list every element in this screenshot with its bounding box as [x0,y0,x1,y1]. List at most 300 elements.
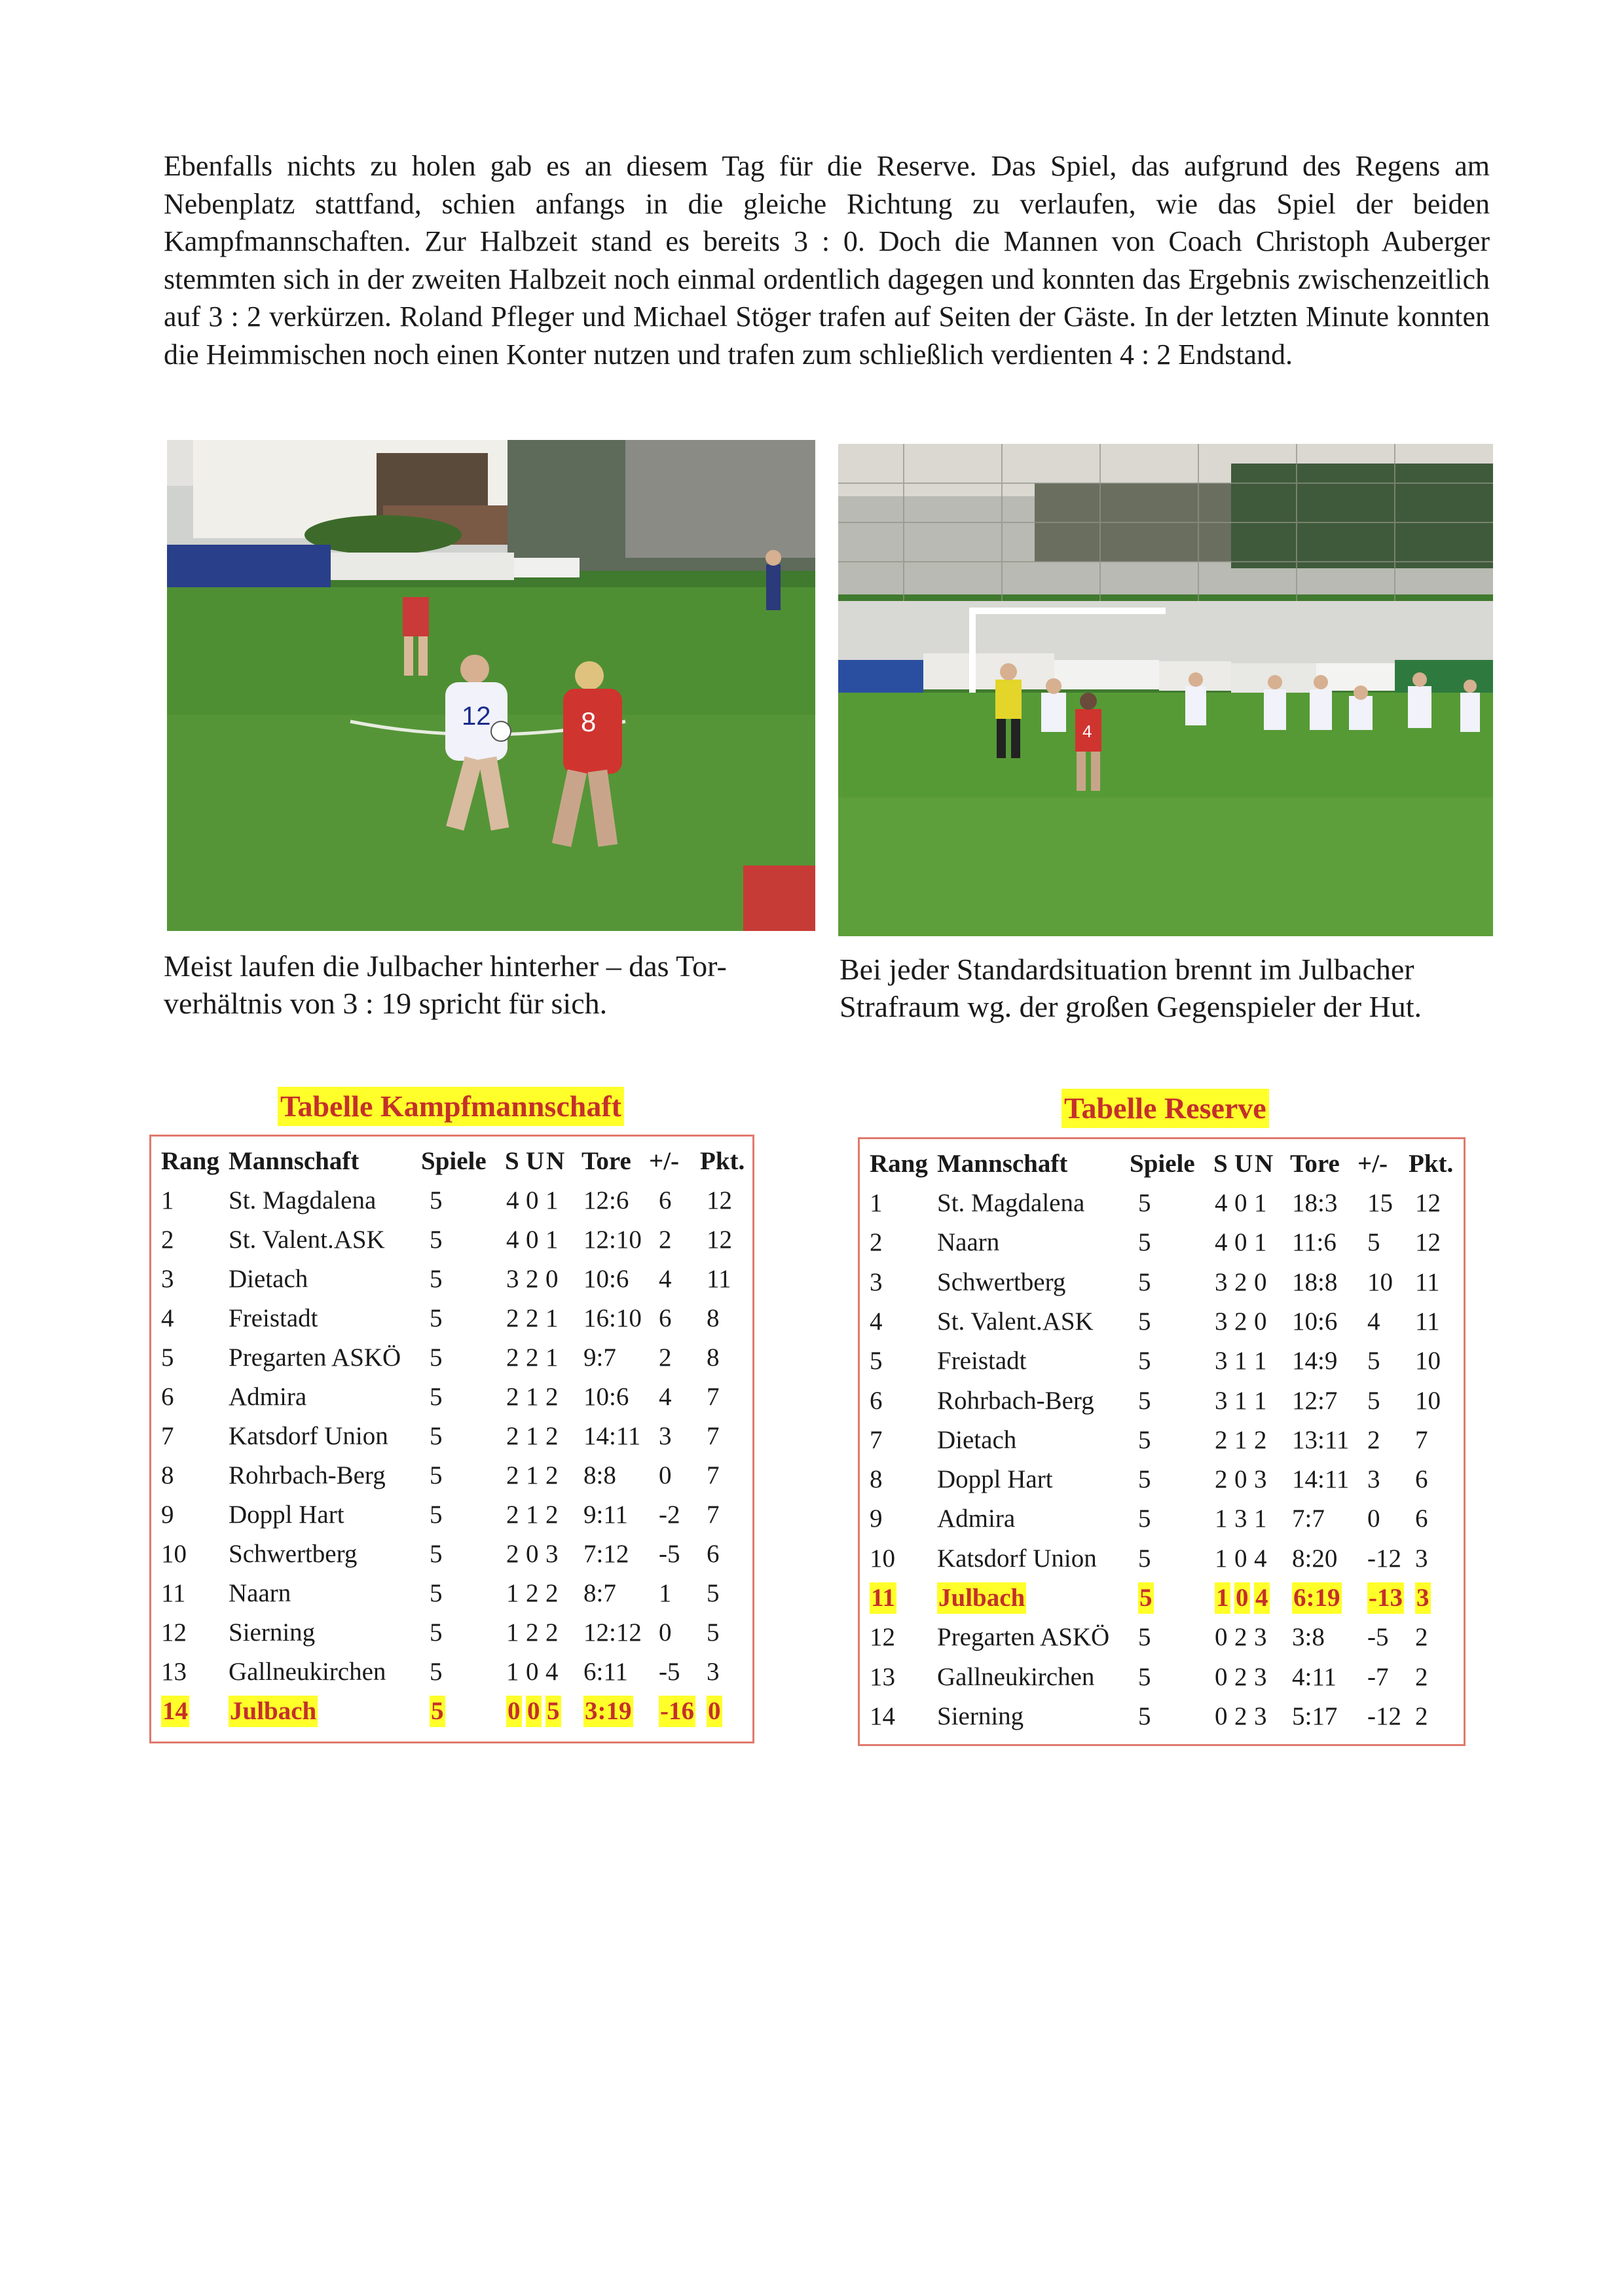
cell-n: 2 [545,1461,559,1489]
table-row [151,1456,752,1495]
cell-pkt: 11 [707,1265,731,1293]
cell-rang: 8 [161,1461,174,1489]
cell-n: 4 [1254,1582,1270,1614]
cell-s: 2 [506,1383,519,1411]
cell-tore: 18:8 [1292,1267,1338,1296]
cell-s: 4 [1215,1189,1228,1217]
cell-name: Gallneukirchen [937,1662,1095,1691]
cell-diff: 2 [659,1343,672,1372]
cell-n: 3 [1254,1662,1267,1691]
cell-u: 0 [526,1658,539,1686]
header-diff: +/- [649,1147,680,1175]
cell-rang: 10 [161,1540,187,1568]
cell-n: 2 [545,1579,559,1607]
cell-tore: 10:6 [583,1383,629,1411]
table-row [151,1377,752,1417]
cell-pkt: 12 [1415,1228,1441,1257]
cell-name: St. Valent.ASK [229,1226,385,1254]
cell-u: 1 [1234,1386,1247,1415]
table-row [860,1263,1464,1302]
cell-spiele: 5 [1138,1386,1151,1415]
cell-spiele: 5 [430,1461,443,1489]
cell-pkt: 6 [1415,1504,1428,1533]
cell-name: St. Valent.ASK [937,1307,1094,1336]
cell-u: 0 [526,1696,542,1727]
cell-name: Pregarten ASKÖ [937,1623,1110,1652]
cell-tore: 10:6 [583,1265,629,1293]
table-row [860,1341,1464,1381]
header-n: N [546,1147,565,1175]
cell-tore: 14:11 [583,1422,641,1450]
cell-n: 1 [1254,1189,1267,1217]
cell-rang: 9 [870,1504,883,1533]
cell-rang: 13 [870,1662,895,1691]
cell-spiele: 5 [430,1265,443,1293]
cell-spiele: 5 [430,1422,443,1450]
cell-u: 0 [1234,1544,1247,1573]
cell-u: 2 [526,1265,539,1293]
cell-tore: 3:8 [1292,1623,1325,1652]
cell-rang: 14 [161,1696,189,1727]
cell-s: 3 [1215,1267,1228,1296]
cell-tore: 12:6 [583,1186,629,1214]
cell-tore: 13:11 [1292,1425,1350,1454]
cell-rang: 5 [870,1347,883,1376]
cell-rang: 12 [870,1623,895,1652]
cell-spiele: 5 [430,1343,443,1372]
cell-pkt: 2 [1415,1702,1428,1730]
cell-u: 1 [526,1501,539,1529]
cell-tore: 6:11 [583,1658,628,1686]
table-row [151,1574,752,1613]
cell-name: Schwertberg [229,1540,358,1568]
cell-pkt: 3 [1415,1544,1428,1573]
cell-spiele: 5 [1138,1504,1151,1533]
cell-pkt: 10 [1415,1386,1441,1415]
cell-s: 0 [1215,1662,1228,1691]
table-row-highlighted [860,1578,1464,1618]
cell-s: 0 [1215,1702,1228,1730]
header-diff: +/- [1357,1150,1388,1178]
cell-rang: 4 [870,1307,883,1336]
cell-tore: 7:7 [1292,1504,1325,1533]
cell-u: 0 [526,1226,539,1254]
cell-n: 3 [1254,1623,1267,1652]
cell-u: 2 [526,1618,539,1647]
cell-diff: -16 [659,1696,695,1727]
table-row [151,1220,752,1260]
standings-table-kampfmannschaft [149,1135,754,1743]
cell-rang: 6 [161,1383,174,1411]
header-name: Mannschaft [229,1147,360,1175]
cell-pkt: 6 [1415,1465,1428,1494]
cell-s: 1 [1215,1504,1228,1533]
table-title-reserve: Tabelle Reserve [1061,1089,1269,1128]
cell-u: 0 [1234,1228,1247,1257]
cell-pkt: 7 [707,1383,720,1411]
cell-rang: 11 [161,1579,186,1607]
cell-tore: 10:6 [1292,1307,1338,1336]
cell-n: 0 [1254,1307,1267,1336]
cell-u: 2 [526,1343,539,1372]
header-u: U [1234,1150,1253,1178]
cell-tore: 8:8 [583,1461,616,1489]
cell-tore: 11:6 [1292,1228,1337,1257]
table-row [860,1223,1464,1262]
cell-n: 1 [545,1226,559,1254]
table-row [151,1613,752,1652]
cell-n: 5 [545,1696,561,1727]
cell-diff: -5 [659,1658,680,1686]
cell-pkt: 2 [1415,1623,1428,1652]
cell-name: Admira [229,1383,307,1411]
cell-u: 2 [1234,1623,1247,1652]
header-rang: Rang [870,1150,928,1178]
cell-spiele: 5 [1138,1267,1151,1296]
cell-diff: -5 [1367,1623,1389,1652]
cell-tore: 14:9 [1292,1347,1338,1376]
cell-n: 1 [1254,1347,1267,1376]
cell-diff: 0 [659,1618,672,1647]
cell-u: 0 [526,1186,539,1214]
cell-tore: 8:7 [583,1579,616,1607]
cell-diff: -13 [1367,1582,1404,1614]
table-row [860,1302,1464,1341]
cell-spiele: 5 [430,1226,443,1254]
cell-u: 1 [526,1461,539,1489]
cell-tore: 16:10 [583,1304,642,1332]
cell-tore: 9:7 [583,1343,616,1372]
cell-diff: 2 [1367,1425,1380,1454]
cell-u: 3 [1234,1504,1247,1533]
cell-n: 0 [1254,1267,1267,1296]
cell-rang: 7 [161,1422,174,1450]
standings-table-reserve [858,1137,1466,1746]
cell-name: St. Magdalena [229,1186,377,1214]
cell-name: Dietach [937,1425,1017,1454]
cell-tore: 8:20 [1292,1544,1338,1573]
cell-spiele: 5 [1138,1544,1151,1573]
header-u: U [526,1147,545,1175]
cell-diff: 4 [659,1383,672,1411]
cell-n: 2 [545,1422,559,1450]
cell-rang: 14 [870,1702,895,1730]
table-row [860,1618,1464,1657]
photo-caption-right: Bei jeder Standardsituation brennt im Julbacher Strafraum wg. der großen Gegenspieler der Hut. [840,953,1422,1023]
cell-diff: 4 [659,1265,672,1293]
cell-rang: 4 [161,1304,174,1332]
cell-rang: 7 [870,1425,883,1454]
cell-spiele: 5 [1138,1623,1151,1652]
table-row-highlighted [151,1692,752,1731]
cell-diff: 2 [659,1226,672,1254]
cell-rang: 9 [161,1501,174,1529]
table-title-kampfmannschaft: Tabelle Kampfmannschaft [278,1087,624,1126]
cell-pkt: 5 [707,1579,720,1607]
cell-rang: 6 [870,1386,883,1415]
cell-diff: 10 [1367,1267,1393,1296]
cell-spiele: 5 [1138,1189,1151,1217]
cell-n: 0 [545,1265,559,1293]
cell-pkt: 8 [707,1304,720,1332]
cell-diff: 3 [659,1422,672,1450]
cell-name: Sierning [229,1618,316,1647]
match-photo-left [167,440,815,931]
cell-name: Gallneukirchen [229,1658,386,1686]
cell-pkt: 12 [707,1226,732,1254]
table-row [151,1338,752,1377]
cell-n: 1 [545,1304,559,1332]
cell-tore: 18:3 [1292,1189,1338,1217]
cell-n: 2 [545,1383,559,1411]
cell-pkt: 7 [707,1501,720,1529]
table-row [860,1381,1464,1421]
cell-n: 3 [1254,1465,1267,1494]
cell-spiele: 5 [1138,1228,1151,1257]
cell-s: 1 [506,1618,519,1647]
cell-diff: 0 [659,1461,672,1489]
cell-u: 2 [1234,1702,1247,1730]
cell-tore: 9:11 [583,1501,628,1529]
header-s: S [505,1147,519,1175]
cell-name: Freistadt [937,1347,1027,1376]
cell-s: 1 [1215,1582,1230,1614]
cell-diff: 3 [1367,1465,1380,1494]
cell-rang: 8 [870,1465,883,1494]
cell-diff: 6 [659,1186,672,1214]
cell-name: Doppl Hart [937,1465,1053,1494]
cell-s: 3 [1215,1347,1228,1376]
table-header-row [860,1144,1464,1184]
header-tore: Tore [1290,1150,1340,1178]
cell-name: St. Magdalena [937,1189,1085,1217]
svg-text:4: 4 [1082,721,1092,741]
cell-n: 1 [545,1186,559,1214]
cell-spiele: 5 [1138,1662,1151,1691]
cell-rang: 10 [870,1544,895,1573]
table-header-row [151,1142,752,1181]
cell-n: 1 [1254,1386,1267,1415]
cell-tore: 12:7 [1292,1386,1338,1415]
cell-s: 1 [506,1579,519,1607]
cell-name: Admira [937,1504,1016,1533]
cell-n: 3 [545,1540,559,1568]
cell-name: Freistadt [229,1304,318,1332]
cell-pkt: 2 [1415,1662,1428,1691]
table-row [151,1535,752,1574]
table-row [151,1417,752,1456]
cell-diff: 5 [1367,1347,1380,1376]
cell-n: 3 [1254,1702,1267,1730]
svg-text:8: 8 [581,706,597,737]
cell-spiele: 5 [1138,1425,1151,1454]
cell-diff: 5 [1367,1386,1380,1415]
cell-name: Julbach [229,1696,318,1727]
cell-n: 4 [545,1658,559,1686]
cell-rang: 5 [161,1343,174,1372]
table-row [151,1299,752,1338]
cell-pkt: 5 [707,1618,720,1647]
cell-pkt: 11 [1415,1307,1440,1336]
cell-rang: 3 [161,1265,174,1293]
cell-s: 4 [506,1186,519,1214]
header-s: S [1213,1150,1228,1178]
table-row [151,1652,752,1692]
header-tore: Tore [581,1147,631,1175]
cell-spiele: 5 [430,1579,443,1607]
cell-spiele: 5 [430,1304,443,1332]
cell-s: 3 [506,1265,519,1293]
cell-pkt: 3 [1415,1582,1431,1614]
cell-u: 2 [526,1304,539,1332]
cell-spiele: 5 [430,1618,443,1647]
cell-pkt: 3 [707,1658,720,1686]
header-spiele: Spiele [1130,1150,1195,1178]
cell-tore: 14:11 [1292,1465,1350,1494]
table-row [151,1495,752,1535]
cell-n: 2 [545,1618,559,1647]
table-row [860,1184,1464,1223]
cell-diff: -2 [659,1501,680,1529]
cell-pkt: 0 [707,1696,722,1727]
table-row [860,1658,1464,1697]
svg-text:12: 12 [462,702,491,731]
cell-u: 1 [1234,1347,1247,1376]
header-name: Mannschaft [937,1150,1068,1178]
cell-spiele: 5 [1138,1582,1154,1614]
cell-u: 0 [526,1540,539,1568]
cell-rang: 1 [870,1189,883,1217]
cell-diff: -7 [1367,1662,1389,1691]
cell-s: 2 [506,1501,519,1529]
cell-spiele: 5 [430,1501,443,1529]
cell-rang: 11 [870,1582,896,1614]
cell-n: 4 [1254,1544,1267,1573]
cell-spiele: 5 [430,1696,445,1727]
cell-name: Katsdorf Union [937,1544,1097,1573]
cell-name: Pregarten ASKÖ [229,1343,401,1372]
cell-name: Rohrbach-Berg [937,1386,1094,1415]
table-row [860,1421,1464,1460]
cell-diff: -12 [1367,1544,1401,1573]
cell-spiele: 5 [1138,1307,1151,1336]
cell-tore: 3:19 [583,1696,633,1727]
cell-spiele: 5 [430,1383,443,1411]
header-n: N [1255,1150,1274,1178]
cell-s: 4 [506,1226,519,1254]
match-photo-right [838,444,1493,936]
cell-diff: 1 [659,1579,672,1607]
cell-u: 2 [1234,1267,1247,1296]
cell-s: 0 [1215,1623,1228,1652]
cell-rang: 1 [161,1186,174,1214]
header-rang: Rang [161,1147,219,1175]
cell-u: 0 [1234,1465,1247,1494]
cell-tore: 7:12 [583,1540,629,1568]
cell-pkt: 12 [1415,1189,1441,1217]
cell-spiele: 5 [430,1658,443,1686]
header-pkt: Pkt. [1409,1150,1454,1178]
cell-name: Doppl Hart [229,1501,344,1529]
cell-n: 1 [545,1343,559,1372]
cell-rang: 13 [161,1658,187,1686]
cell-diff: 0 [1367,1504,1380,1533]
cell-name: Julbach [937,1582,1026,1614]
cell-spiele: 5 [1138,1347,1151,1376]
cell-u: 0 [1234,1582,1250,1614]
cell-tore: 6:19 [1292,1582,1342,1614]
cell-pkt: 11 [1415,1267,1440,1296]
cell-n: 2 [545,1501,559,1529]
cell-s: 2 [506,1304,519,1332]
cell-s: 4 [1215,1228,1228,1257]
cell-u: 2 [1234,1662,1247,1691]
cell-rang: 2 [870,1228,883,1257]
cell-spiele: 5 [430,1540,443,1568]
cell-n: 2 [1254,1425,1267,1454]
table-row [860,1697,1464,1736]
cell-diff: 15 [1367,1189,1393,1217]
cell-u: 2 [526,1579,539,1607]
article-text: Ebenfalls nichts zu holen gab es an diesem Tag für die Reserve. Das Spiel, das aufgrund des Regens am Nebenplatz stattfand, schien anfangs in die gleiche Richtung zu verlaufen, wie das Spiel der beiden Kampfmannschaften. Zur Halbzeit stand es bereits 3 : 0. Doch die Mannen von Coach Christoph Auberger stemmten sich in der zweiten Halbzeit noch einmal ordentlich dagegen und konnten das Ergebnis zwischenzeitlich auf 3 : 2 verkürzen. Roland Pfleger und Michael Stöger trafen auf Seiten der Gäste. In der letzten Minute konnten die Heimmischen noch einen Konter nutzen und trafen zum schließlich verdienten 4 : 2 Endstand. [164,150,1490,371]
cell-diff: 5 [1367,1228,1380,1257]
cell-u: 0 [1234,1189,1247,1217]
cell-s: 2 [506,1540,519,1568]
cell-s: 2 [1215,1425,1228,1454]
cell-s: 2 [506,1422,519,1450]
cell-spiele: 5 [430,1186,443,1214]
cell-tore: 12:10 [583,1226,642,1254]
cell-u: 2 [1234,1307,1247,1336]
cell-diff: 6 [659,1304,672,1332]
cell-spiele: 5 [1138,1702,1151,1730]
cell-n: 1 [1254,1228,1267,1257]
cell-pkt: 7 [707,1461,720,1489]
cell-s: 2 [506,1343,519,1372]
table-row [860,1539,1464,1578]
cell-name: Rohrbach-Berg [229,1461,386,1489]
cell-rang: 3 [870,1267,883,1296]
photo-caption-left: Meist laufen die Julbacher hinterher – das Tor-verhältnis von 3 : 19 spricht für sich. [164,949,727,1020]
cell-name: Dietach [229,1265,308,1293]
table-row [860,1460,1464,1499]
cell-diff: -5 [659,1540,680,1568]
cell-name: Schwertberg [937,1267,1066,1296]
cell-rang: 12 [161,1618,187,1647]
table-row [151,1260,752,1299]
cell-name: Sierning [937,1702,1024,1730]
header-pkt: Pkt. [700,1147,745,1175]
table-row [860,1499,1464,1539]
cell-spiele: 5 [1138,1465,1151,1494]
cell-u: 1 [526,1383,539,1411]
cell-tore: 5:17 [1292,1702,1338,1730]
cell-pkt: 7 [707,1422,720,1450]
cell-s: 2 [506,1461,519,1489]
cell-s: 0 [506,1696,522,1727]
cell-tore: 12:12 [583,1618,642,1647]
cell-name: Naarn [937,1228,1000,1257]
cell-s: 2 [1215,1465,1228,1494]
cell-pkt: 7 [1415,1425,1428,1454]
cell-pkt: 12 [707,1186,732,1214]
cell-name: Katsdorf Union [229,1422,388,1450]
cell-pkt: 10 [1415,1347,1441,1376]
table-row [151,1181,752,1220]
cell-tore: 4:11 [1292,1662,1337,1691]
cell-pkt: 6 [707,1540,720,1568]
cell-rang: 2 [161,1226,174,1254]
